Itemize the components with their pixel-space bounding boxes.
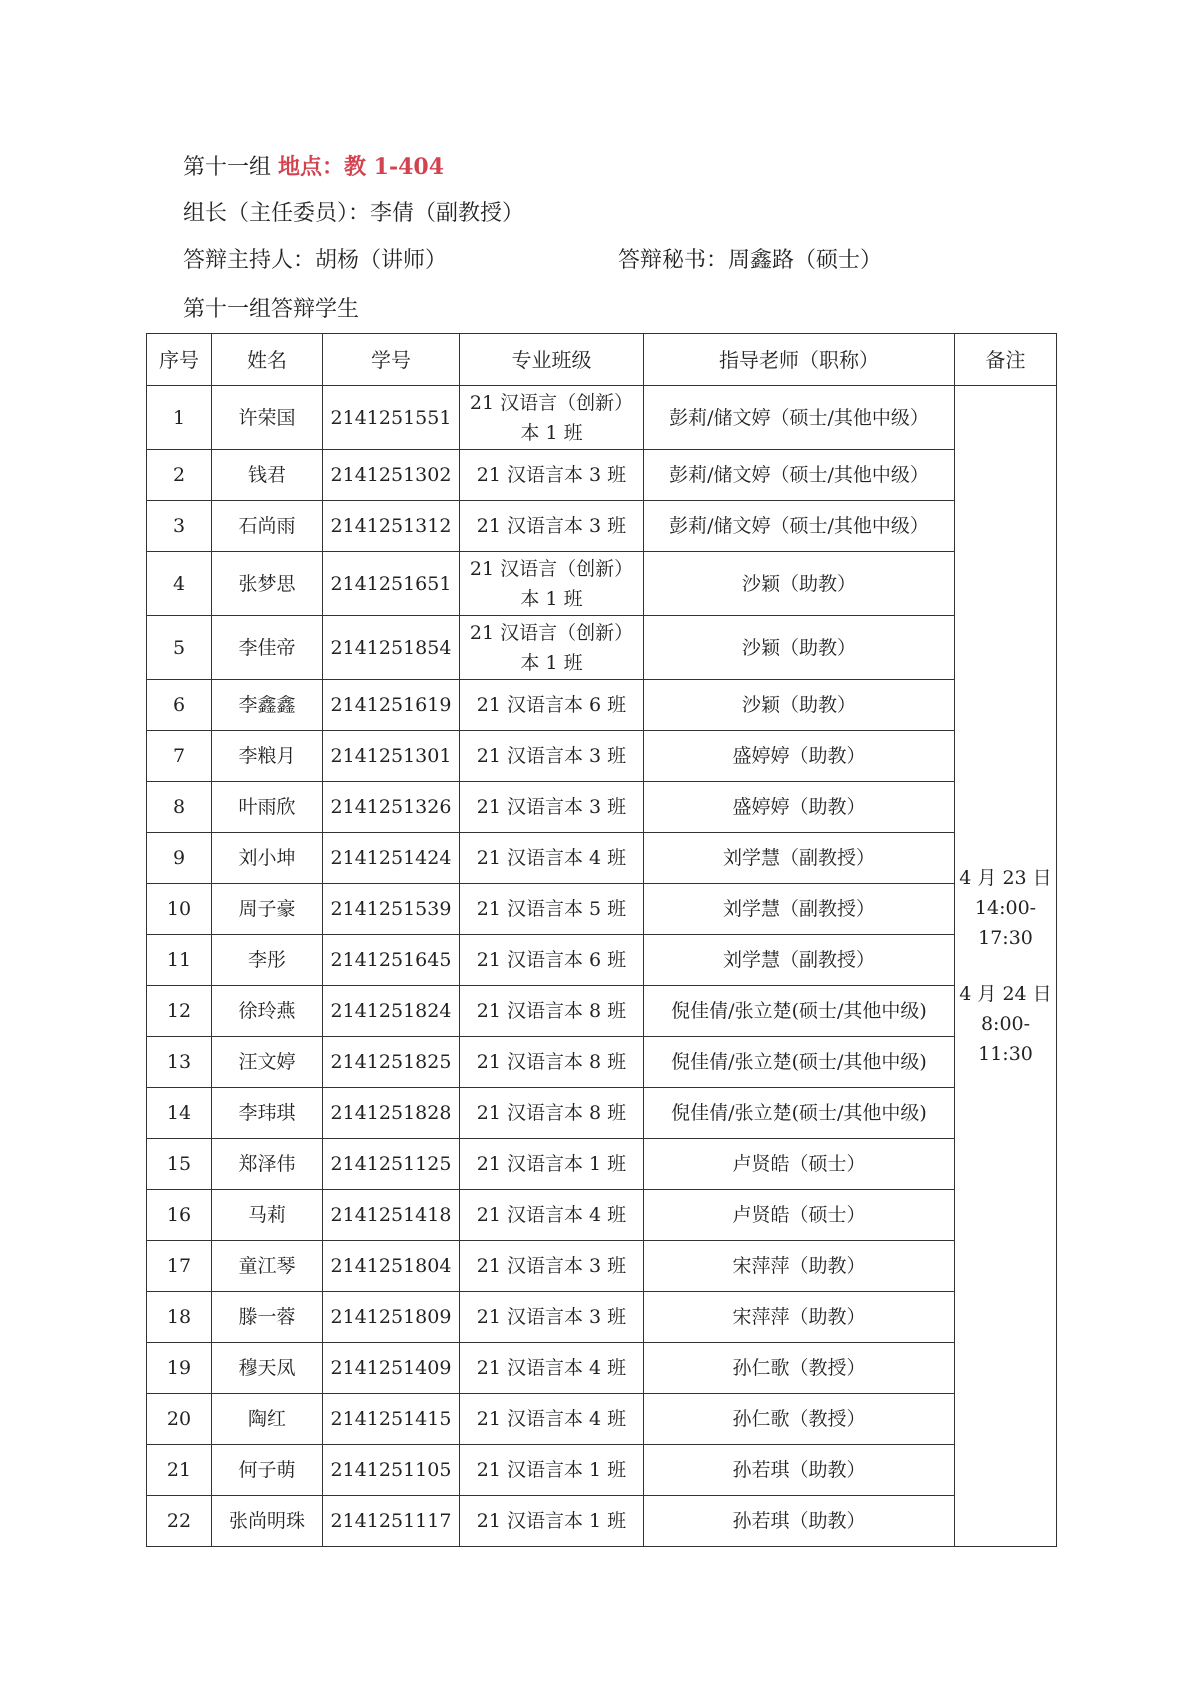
cell-major-class xyxy=(460,680,644,731)
cell-major-class xyxy=(460,1241,644,1292)
cell-major-class xyxy=(460,616,644,680)
defense-students-table xyxy=(146,333,1057,1547)
table-row xyxy=(147,935,1057,986)
cell-index: 13 xyxy=(147,1037,212,1088)
schedule-day2-end: 11:30 xyxy=(978,1043,1033,1065)
cell-index: 17 xyxy=(147,1241,212,1292)
cell-index: 1 xyxy=(147,386,212,450)
cell-major-class xyxy=(460,1496,644,1547)
table-row xyxy=(147,1190,1057,1241)
cell-name: 穆天凤 xyxy=(212,1343,323,1394)
cell-student-id: 2141251409 xyxy=(323,1343,460,1394)
major-class-text: 21 汉语言本 1 班 xyxy=(476,1510,627,1532)
cell-name: 石尚雨 xyxy=(212,501,323,552)
table-row xyxy=(147,1343,1057,1394)
cell-index: 9 xyxy=(147,833,212,884)
table-row xyxy=(147,552,1057,616)
header-major-class: 专业班级 xyxy=(460,334,644,386)
cell-advisor: 卢贤皓（硕士） xyxy=(644,1139,955,1190)
cell-index: 6 xyxy=(147,680,212,731)
cell-index: 14 xyxy=(147,1088,212,1139)
cell-student-id: 2141251125 xyxy=(323,1139,460,1190)
cell-advisor: 孙若琪（助教） xyxy=(644,1445,955,1496)
cell-advisor: 倪佳倩/张立楚(硕士/其他中级) xyxy=(644,986,955,1037)
cell-name: 李鑫鑫 xyxy=(212,680,323,731)
major-class-text: 21 汉语言本 3 班 xyxy=(476,1255,627,1277)
cell-student-id: 2141251551 xyxy=(323,386,460,450)
cell-name: 李彤 xyxy=(212,935,323,986)
cell-student-id: 2141251619 xyxy=(323,680,460,731)
cell-major-class xyxy=(460,450,644,501)
header-name: 姓名 xyxy=(212,334,323,386)
cell-index: 15 xyxy=(147,1139,212,1190)
cell-student-id: 2141251804 xyxy=(323,1241,460,1292)
major-class-text: 21 汉语言（创新）本 1 班 xyxy=(469,557,634,610)
cell-name: 郑泽伟 xyxy=(212,1139,323,1190)
cell-name: 李玮琪 xyxy=(212,1088,323,1139)
table-row xyxy=(147,1241,1057,1292)
cell-name: 李粮月 xyxy=(212,731,323,782)
cell-index: 3 xyxy=(147,501,212,552)
header-remark: 备注 xyxy=(955,334,1057,386)
major-class-text: 21 汉语言本 4 班 xyxy=(476,1204,627,1226)
major-class-text: 21 汉语言本 8 班 xyxy=(476,1102,627,1124)
cell-advisor: 孙仁歌（教授） xyxy=(644,1343,955,1394)
table-header-row xyxy=(147,334,1057,386)
header-student-id: 学号 xyxy=(323,334,460,386)
cell-advisor: 倪佳倩/张立楚(硕士/其他中级) xyxy=(644,1088,955,1139)
major-class-text: 21 汉语言本 4 班 xyxy=(476,1357,627,1379)
cell-advisor: 刘学慧（副教授） xyxy=(644,833,955,884)
table-row xyxy=(147,1139,1057,1190)
cell-name: 陶红 xyxy=(212,1394,323,1445)
table-row xyxy=(147,450,1057,501)
table-row xyxy=(147,884,1057,935)
cell-student-id: 2141251326 xyxy=(323,782,460,833)
cell-student-id: 2141251302 xyxy=(323,450,460,501)
cell-name: 钱君 xyxy=(212,450,323,501)
table-row xyxy=(147,680,1057,731)
major-class-text: 21 汉语言（创新）本 1 班 xyxy=(469,621,634,674)
cell-major-class xyxy=(460,1343,644,1394)
cell-index: 16 xyxy=(147,1190,212,1241)
group-leader: 组长（主任委员）：李倩（副教授） xyxy=(183,201,525,226)
cell-index: 20 xyxy=(147,1394,212,1445)
schedule-day1-date: 4 月 23 日 xyxy=(959,867,1052,889)
cell-name: 张尚明珠 xyxy=(212,1496,323,1547)
cell-name: 许荣国 xyxy=(212,386,323,450)
cell-major-class xyxy=(460,884,644,935)
cell-major-class xyxy=(460,1037,644,1088)
cell-index: 8 xyxy=(147,782,212,833)
table-row xyxy=(147,1496,1057,1547)
cell-advisor: 刘学慧（副教授） xyxy=(644,935,955,986)
cell-major-class xyxy=(460,501,644,552)
table-row xyxy=(147,1445,1057,1496)
cell-name: 叶雨欣 xyxy=(212,782,323,833)
cell-index: 11 xyxy=(147,935,212,986)
cell-name: 马莉 xyxy=(212,1190,323,1241)
host-secretary-line xyxy=(183,246,883,276)
schedule-day2-start: 8:00- xyxy=(980,1013,1031,1035)
major-class-text: 21 汉语言本 3 班 xyxy=(476,745,627,767)
cell-student-id: 2141251645 xyxy=(323,935,460,986)
cell-advisor: 沙颖（助教） xyxy=(644,552,955,616)
major-class-text: 21 汉语言本 1 班 xyxy=(476,1459,627,1481)
defense-secretary: 答辩秘书：周鑫路（硕士） xyxy=(618,248,883,273)
students-title: 第十一组答辩学生 xyxy=(183,297,360,322)
cell-major-class xyxy=(460,1088,644,1139)
major-class-text: 21 汉语言本 3 班 xyxy=(476,464,627,486)
major-class-text: 21 汉语言本 3 班 xyxy=(476,796,627,818)
cell-name: 汪文婷 xyxy=(212,1037,323,1088)
cell-index: 21 xyxy=(147,1445,212,1496)
table-row xyxy=(147,1292,1057,1343)
cell-advisor: 孙仁歌（教授） xyxy=(644,1394,955,1445)
schedule-day1-end: 17:30 xyxy=(978,927,1033,949)
cell-student-id: 2141251105 xyxy=(323,1445,460,1496)
cell-index: 10 xyxy=(147,884,212,935)
group-heading xyxy=(183,152,444,183)
table-row xyxy=(147,616,1057,680)
cell-advisor: 彭莉/储文婷（硕士/其他中级） xyxy=(644,450,955,501)
table-row xyxy=(147,386,1057,450)
cell-advisor: 彭莉/储文婷（硕士/其他中级） xyxy=(644,386,955,450)
major-class-text: 21 汉语言（创新）本 1 班 xyxy=(469,391,634,444)
cell-advisor: 盛婷婷（助教） xyxy=(644,782,955,833)
schedule-day1-start: 14:00- xyxy=(974,897,1037,919)
cell-index: 2 xyxy=(147,450,212,501)
cell-index: 12 xyxy=(147,986,212,1037)
cell-student-id: 2141251301 xyxy=(323,731,460,782)
cell-major-class xyxy=(460,833,644,884)
cell-name: 徐玲燕 xyxy=(212,986,323,1037)
cell-advisor: 宋萍萍（助教） xyxy=(644,1292,955,1343)
major-class-text: 21 汉语言本 3 班 xyxy=(476,1306,627,1328)
cell-name: 刘小坤 xyxy=(212,833,323,884)
cell-index: 4 xyxy=(147,552,212,616)
cell-major-class xyxy=(460,986,644,1037)
cell-major-class xyxy=(460,1190,644,1241)
cell-advisor: 彭莉/储文婷（硕士/其他中级） xyxy=(644,501,955,552)
cell-student-id: 2141251539 xyxy=(323,884,460,935)
cell-student-id: 2141251312 xyxy=(323,501,460,552)
cell-name: 周子豪 xyxy=(212,884,323,935)
cell-student-id: 2141251809 xyxy=(323,1292,460,1343)
group-label: 第十一组 xyxy=(183,155,272,180)
major-class-text: 21 汉语言本 5 班 xyxy=(476,898,627,920)
table-row xyxy=(147,1088,1057,1139)
cell-advisor: 卢贤皓（硕士） xyxy=(644,1190,955,1241)
cell-index: 22 xyxy=(147,1496,212,1547)
cell-student-id: 2141251828 xyxy=(323,1088,460,1139)
major-class-text: 21 汉语言本 8 班 xyxy=(476,1051,627,1073)
cell-name: 张梦思 xyxy=(212,552,323,616)
header-index: 序号 xyxy=(147,334,212,386)
defense-host: 答辩主持人：胡杨（讲师） xyxy=(183,248,448,273)
cell-advisor: 沙颖（助教） xyxy=(644,680,955,731)
cell-name: 李佳帝 xyxy=(212,616,323,680)
table-row xyxy=(147,501,1057,552)
major-class-text: 21 汉语言本 1 班 xyxy=(476,1153,627,1175)
cell-advisor: 沙颖（助教） xyxy=(644,616,955,680)
cell-major-class xyxy=(460,1394,644,1445)
cell-major-class xyxy=(460,731,644,782)
schedule-gap xyxy=(959,953,1052,979)
major-class-text: 21 汉语言本 8 班 xyxy=(476,1000,627,1022)
table-row xyxy=(147,1394,1057,1445)
cell-student-id: 2141251415 xyxy=(323,1394,460,1445)
cell-name: 童江琴 xyxy=(212,1241,323,1292)
cell-name: 何子萌 xyxy=(212,1445,323,1496)
cell-advisor: 宋萍萍（助教） xyxy=(644,1241,955,1292)
table-row xyxy=(147,1037,1057,1088)
table-row xyxy=(147,731,1057,782)
schedule-day2-date: 4 月 24 日 xyxy=(959,983,1052,1005)
cell-index: 7 xyxy=(147,731,212,782)
location-label: 地点：教 1-404 xyxy=(278,154,445,180)
cell-student-id: 2141251825 xyxy=(323,1037,460,1088)
cell-student-id: 2141251418 xyxy=(323,1190,460,1241)
cell-index: 5 xyxy=(147,616,212,680)
cell-student-id: 2141251824 xyxy=(323,986,460,1037)
major-class-text: 21 汉语言本 4 班 xyxy=(476,1408,627,1430)
cell-index: 18 xyxy=(147,1292,212,1343)
cell-student-id: 2141251651 xyxy=(323,552,460,616)
table-row xyxy=(147,833,1057,884)
major-class-text: 21 汉语言本 4 班 xyxy=(476,847,627,869)
cell-advisor: 孙若琪（助教） xyxy=(644,1496,955,1547)
cell-major-class xyxy=(460,935,644,986)
cell-major-class xyxy=(460,386,644,450)
table-row xyxy=(147,986,1057,1037)
cell-advisor: 盛婷婷（助教） xyxy=(644,731,955,782)
major-class-text: 21 汉语言本 6 班 xyxy=(476,694,627,716)
cell-advisor: 倪佳倩/张立楚(硕士/其他中级) xyxy=(644,1037,955,1088)
major-class-text: 21 汉语言本 6 班 xyxy=(476,949,627,971)
cell-major-class xyxy=(460,782,644,833)
cell-index: 19 xyxy=(147,1343,212,1394)
cell-remark-schedule xyxy=(955,386,1057,1547)
cell-student-id: 2141251854 xyxy=(323,616,460,680)
cell-major-class xyxy=(460,1292,644,1343)
header-advisor: 指导老师（职称） xyxy=(644,334,955,386)
cell-advisor: 刘学慧（副教授） xyxy=(644,884,955,935)
cell-name: 滕一蓉 xyxy=(212,1292,323,1343)
cell-student-id: 2141251424 xyxy=(323,833,460,884)
cell-student-id: 2141251117 xyxy=(323,1496,460,1547)
cell-major-class xyxy=(460,1139,644,1190)
cell-major-class xyxy=(460,552,644,616)
table-row xyxy=(147,782,1057,833)
major-class-text: 21 汉语言本 3 班 xyxy=(476,515,627,537)
cell-major-class xyxy=(460,1445,644,1496)
